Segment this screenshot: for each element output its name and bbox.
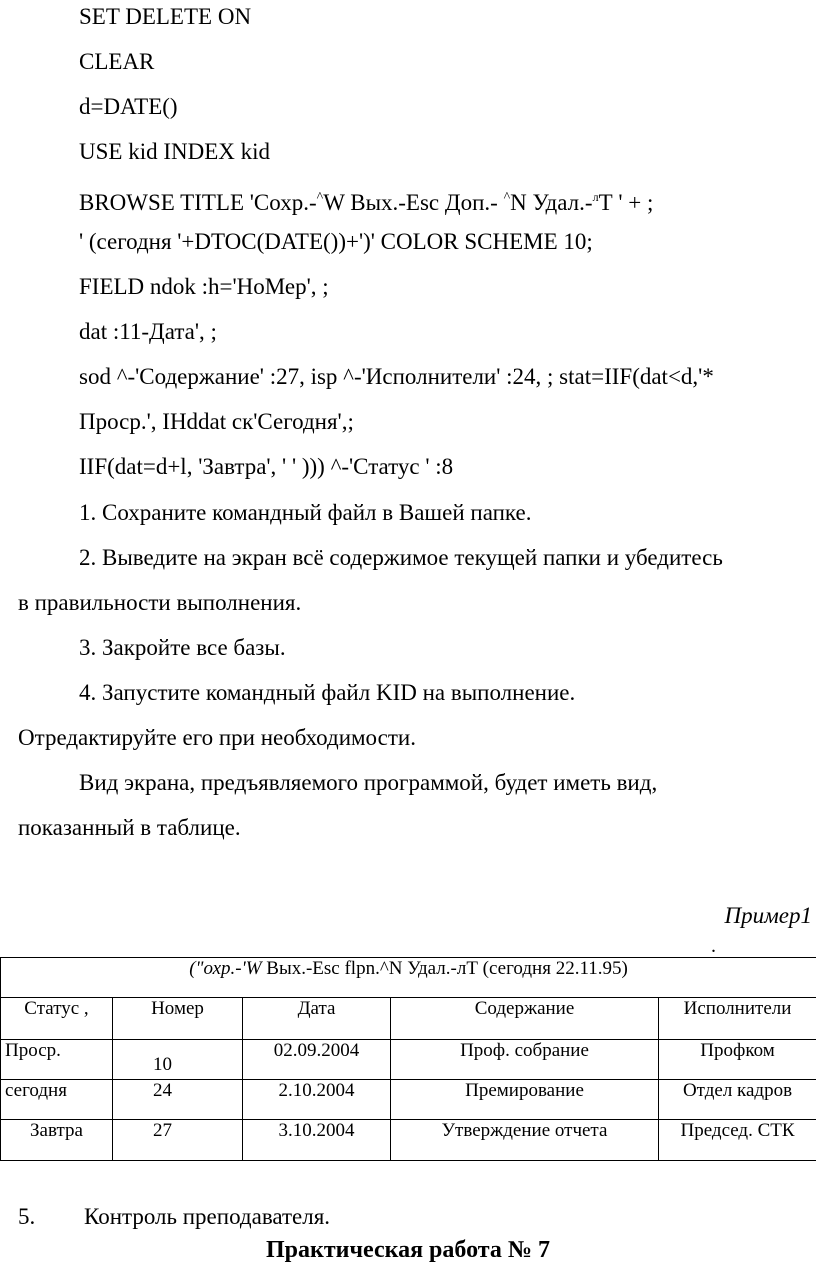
caret-superscript: ^	[503, 190, 511, 205]
table-header-row	[1, 998, 816, 1040]
code-line-11: IIF(dat=d+l, 'Завтра', ' ' ))) ^-'Статус ' :8	[79, 454, 454, 479]
header-cell: Дата	[243, 998, 391, 1040]
table-cell: Премирование	[391, 1080, 659, 1120]
code-line-5-part-d: Т ' + ;	[598, 190, 654, 215]
example-dot: .	[711, 935, 716, 957]
table-caption-italic: ("охр.-'W	[189, 958, 262, 979]
table-caption-text: Вых.-Esc flpn.^N Удал.-лТ (сегодня 22.11.95)	[261, 958, 628, 979]
code-line-1: SET DELETE ON	[79, 4, 252, 29]
table-row	[1, 1120, 816, 1161]
step-2-continuation: в правильности выполнения.	[18, 590, 302, 615]
code-line-5-part-a: BROWSE TITLE 'Сохр.-	[79, 190, 317, 215]
paragraph-screen-continuation: показанный в таблице.	[18, 815, 241, 840]
code-line-5-part-b: W Вых.-Esc Доп.-	[323, 190, 504, 215]
table-cell: Утверждение отчета	[391, 1120, 659, 1161]
header-cell: Содержание	[391, 998, 659, 1040]
code-line-5	[79, 184, 653, 216]
header-cell: Номер	[113, 998, 243, 1040]
table-cell: Профком	[659, 1040, 816, 1080]
table-row	[1, 1080, 816, 1120]
example-label: Пример1	[724, 903, 812, 928]
step-5-number: 5.	[18, 1204, 36, 1229]
letter-superscript: л	[592, 190, 599, 204]
table-caption-row	[1, 958, 816, 998]
code-line-6: ' (сегодня '+DTOC(DATE())+')' COLOR SCHEME 10;	[79, 229, 593, 254]
header-cell: Статус ,	[1, 998, 113, 1040]
code-line-5-part-c: N Удал.-	[510, 190, 593, 215]
table-cell: Отдел кадров	[659, 1080, 816, 1120]
browse-screen-table	[0, 957, 816, 1161]
table-cell: 02.09.2004	[243, 1040, 391, 1080]
table-cell: Проср.	[1, 1040, 113, 1080]
next-work-title: Практическая работа № 7	[266, 1237, 550, 1263]
step-2: 2. Выведите на экран всё содержимое текущей папки и убедитесь	[79, 545, 723, 570]
table-cell: 27	[113, 1120, 243, 1161]
step-1: 1. Сохраните командный файл в Вашей папке.	[79, 500, 532, 525]
code-line-3: d=DATE()	[79, 94, 178, 119]
step-5	[18, 1204, 330, 1230]
table-row	[1, 1040, 816, 1080]
code-line-8: dat :11-Дата', ;	[79, 319, 217, 344]
table-cell: 10	[113, 1040, 243, 1080]
table-cell: сегодня	[1, 1080, 113, 1120]
caret-superscript: ^	[316, 190, 324, 205]
paragraph-screen: Вид экрана, предъявляемого программой, будет иметь вид,	[79, 770, 658, 795]
header-cell: Исполнители	[659, 998, 816, 1040]
code-line-10: Проср.', IHddat ск'Сегодня',;	[79, 409, 354, 434]
step-4: 4. Запустите командный файл KID на выполнение.	[79, 680, 576, 705]
code-line-2: CLEAR	[79, 49, 155, 74]
step-4-continuation: Отредактируйте его при необходимости.	[18, 725, 416, 750]
table-cell: 3.10.2004	[243, 1120, 391, 1161]
table-caption	[1, 958, 816, 998]
table-cell: 24	[113, 1080, 243, 1120]
table-cell: Проф. собрание	[391, 1040, 659, 1080]
code-line-7: FIELD ndok :h='НоМер', ;	[79, 274, 329, 299]
code-line-9: sod ^-'Содержание' :27, isp ^-'Исполнители' :24, ; stat=IIF(dat<d,'*	[79, 364, 714, 389]
step-3: 3. Закройте все базы.	[79, 635, 286, 660]
step-5-text: Контроль преподавателя.	[84, 1204, 331, 1229]
table-cell: Председ. СТК	[659, 1120, 816, 1161]
table-cell: Завтра	[1, 1120, 113, 1161]
table-cell: 2.10.2004	[243, 1080, 391, 1120]
code-line-4: USE kid INDEX kid	[79, 139, 271, 164]
